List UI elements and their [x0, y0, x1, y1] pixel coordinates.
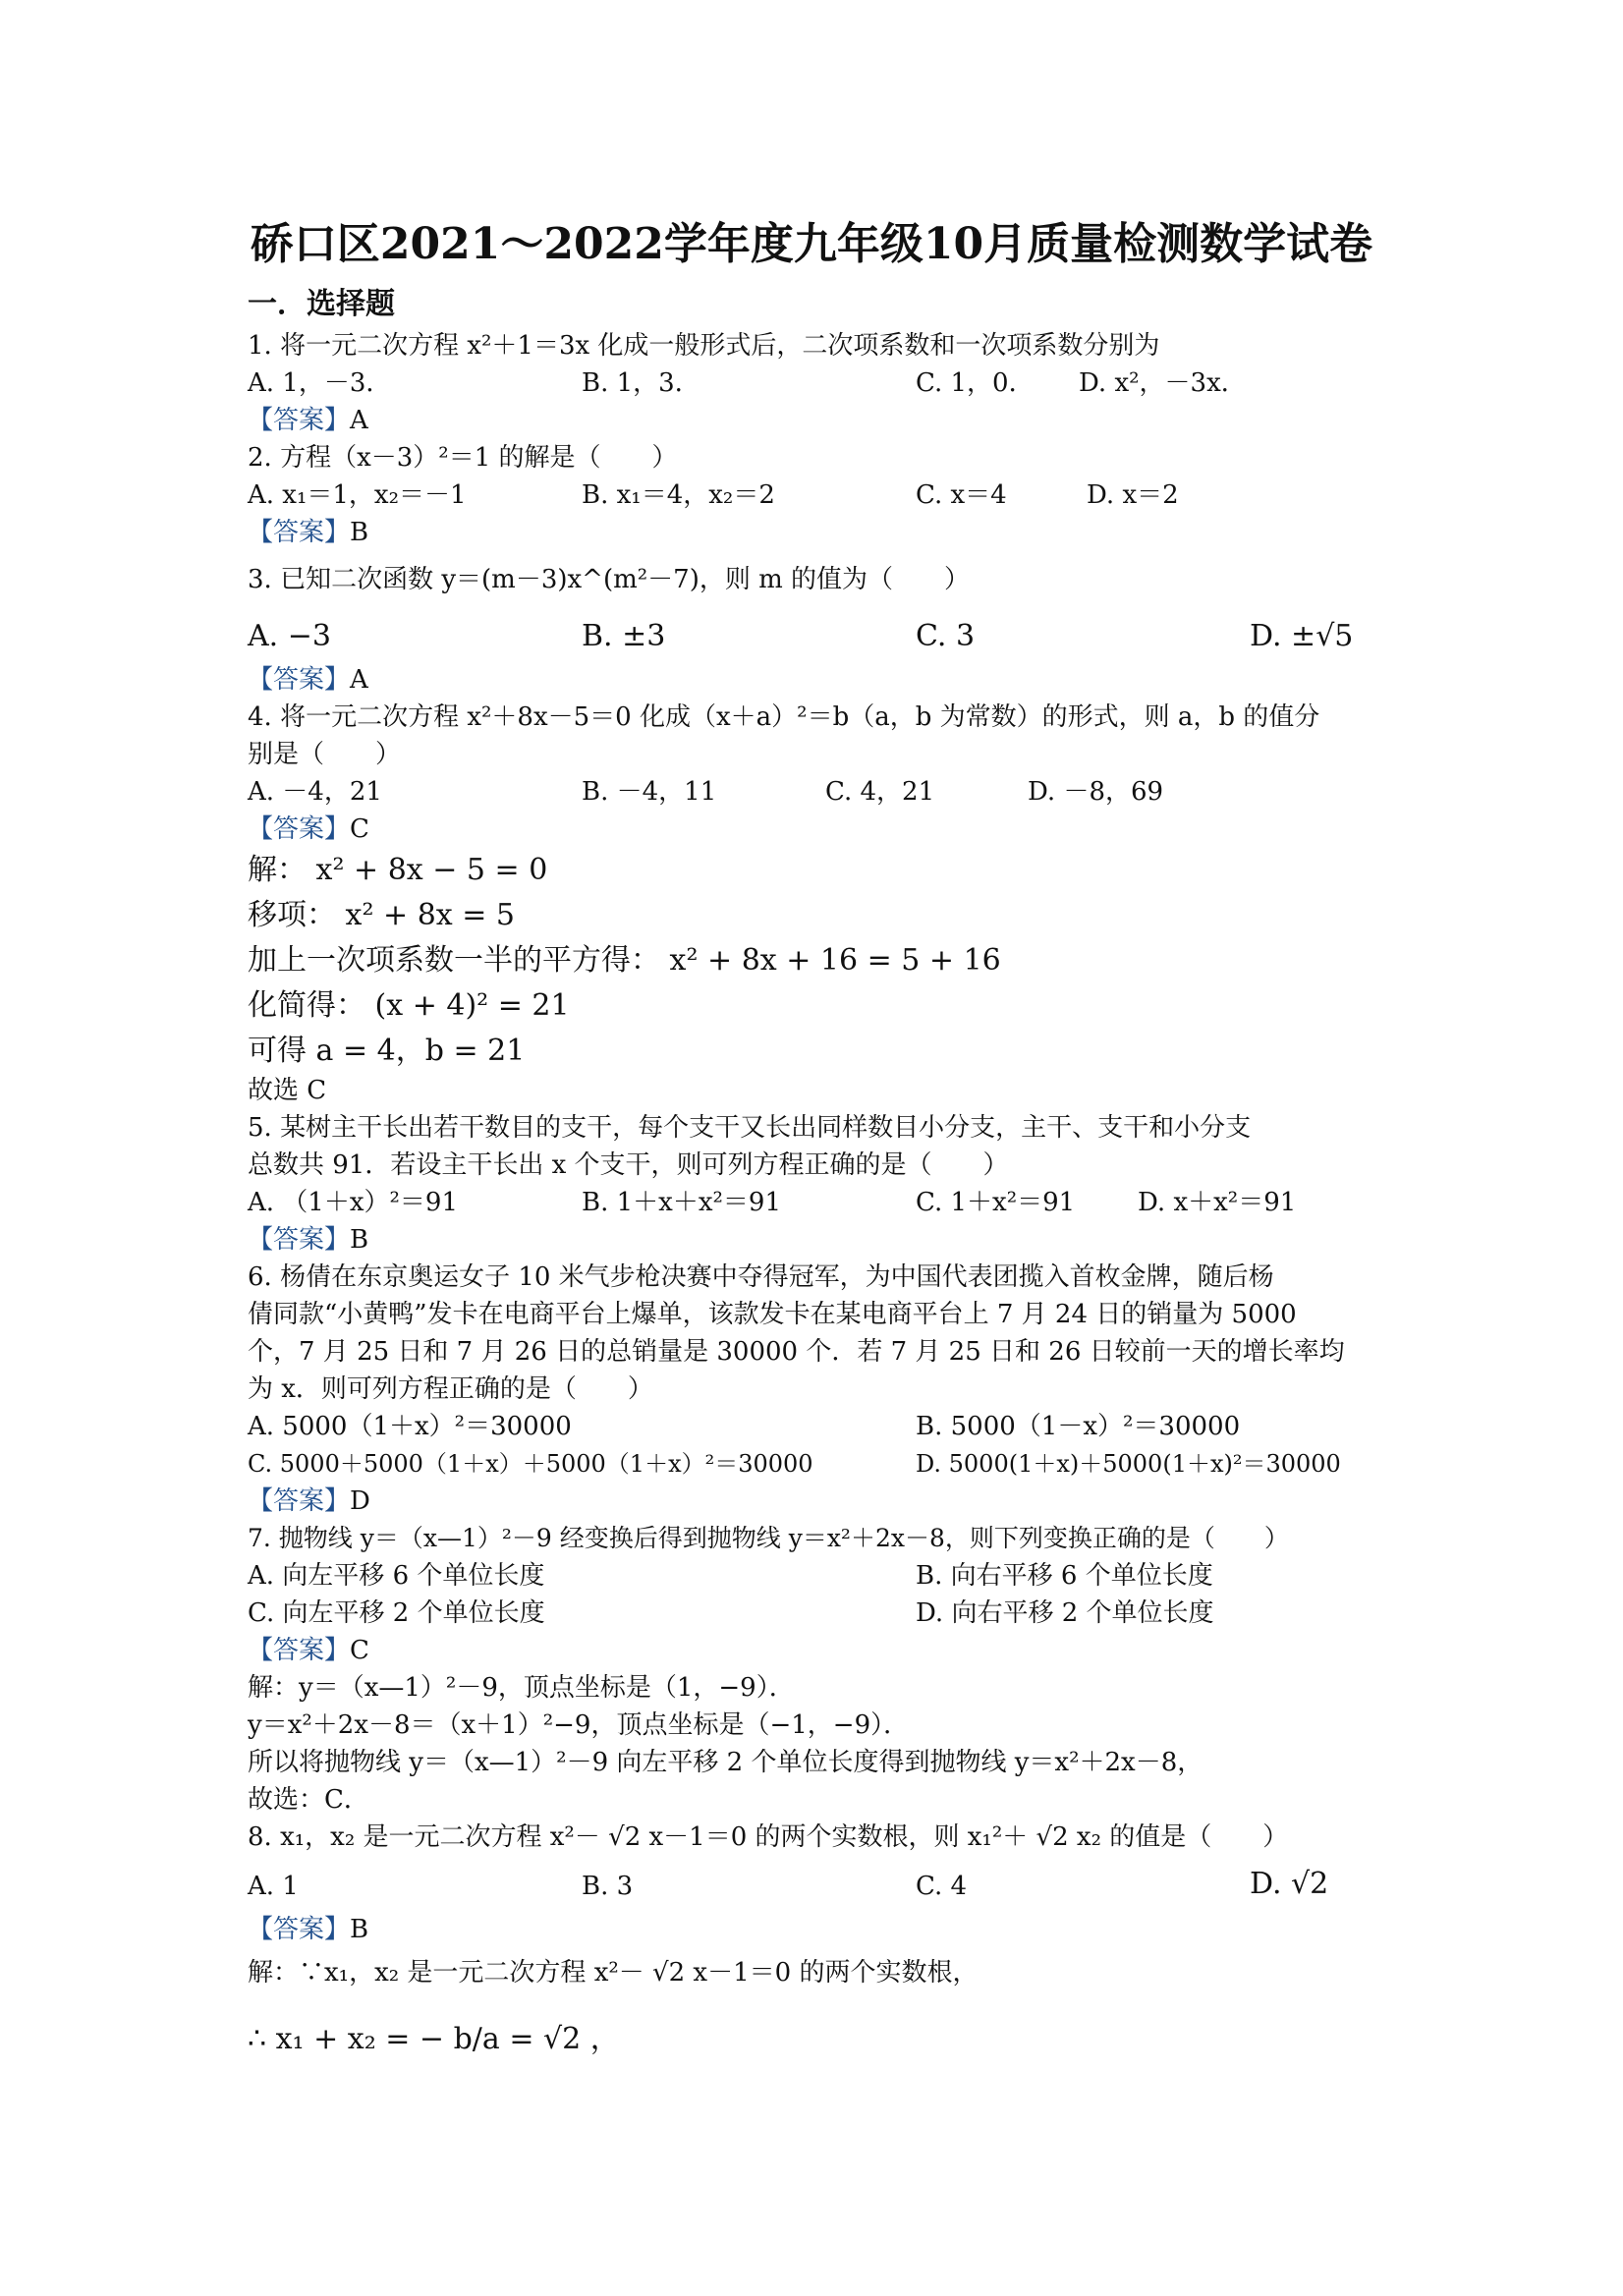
question-7-solution-2: y＝x²＋2x－8＝（x＋1）²−9，顶点坐标是（−1，−9）．	[248, 1710, 910, 1740]
question-1-option-d: D. x²，－3x．	[1079, 368, 1247, 398]
answer-label: 【答案】	[248, 406, 351, 435]
question-8-solution-2: ∴ x₁ + x₂ = − b/a = √2 ，	[248, 2022, 620, 2056]
question-6-stem-line-4: 为 x．则可列方程正确的是（ ）	[248, 1374, 653, 1404]
question-6-stem-line-2: 倩同款“小黄鸭”发卡在电商平台上爆单，该款发卡在某电商平台上 7 月 24 日的销量为 5000	[248, 1300, 1297, 1329]
question-8-answer	[248, 1912, 368, 1947]
question-7-solution-1: 解：y＝（x—1）²－9，顶点坐标是（1，−9）．	[248, 1673, 795, 1703]
question-7-option-d: D. 向右平移 2 个单位长度	[916, 1598, 1214, 1628]
question-4-option-d: D. －8，69	[1028, 777, 1164, 807]
question-1-option-a: A. 1，－3．	[248, 368, 392, 398]
question-6-option-b: B. 5000（1－x）²＝30000	[916, 1412, 1241, 1441]
question-8-option-a: A. 1	[248, 1872, 299, 1901]
answer-value: A	[350, 406, 368, 435]
question-4-solution-1: 解： x² + 8x − 5 = 0	[248, 853, 548, 887]
question-6-stem-line-3: 个，7 月 25 日和 7 月 26 日的总销量是 30000 个．若 7 月 25 日和 26 日较前一天的增长率均	[248, 1337, 1345, 1367]
question-2-option-a: A. x₁＝1，x₂＝－1	[248, 480, 467, 510]
question-8-solution-1: 解：∵x₁，x₂ 是一元二次方程 x²－ √2 x－1＝0 的两个实数根，	[248, 1958, 979, 1988]
question-1-answer	[248, 403, 368, 438]
question-4-stem-line-1: 4. 将一元二次方程 x²＋8x－5＝0 化成（x＋a）²＝b（a，b 为常数）的形式，则 a，b 的值分	[248, 702, 1320, 732]
question-8-option-b: B. 3	[582, 1872, 634, 1901]
answer-label: 【答案】	[248, 665, 351, 695]
answer-label: 【答案】	[248, 814, 351, 844]
answer-value: B	[350, 1915, 369, 1944]
answer-value: B	[350, 518, 369, 547]
question-4-solution-4: 化简得： (x + 4)² = 21	[248, 988, 570, 1023]
question-4-option-c: C. 4，21	[825, 777, 935, 807]
answer-value: B	[350, 1225, 369, 1255]
answer-label: 【答案】	[248, 1225, 351, 1255]
question-6-option-a: A. 5000（1＋x）²＝30000	[248, 1412, 572, 1441]
question-3-option-d: D. ±√5	[1250, 619, 1354, 653]
question-8-option-d: D. √2	[1250, 1867, 1329, 1901]
question-4-stem-line-2: 别是（ ）	[248, 740, 402, 769]
question-7-answer	[248, 1633, 369, 1668]
question-2-option-d: D. x＝2	[1087, 480, 1179, 510]
question-1-option-c: C. 1，0．	[916, 368, 1035, 398]
answer-value: C	[350, 1636, 369, 1665]
question-4-option-b: B. －4，11	[582, 777, 717, 807]
question-5-stem-line-2: 总数共 91．若设主干长出 x 个支干，则可列方程正确的是（ ）	[248, 1150, 1009, 1180]
question-2-option-c: C. x＝4	[916, 480, 1007, 510]
answer-label: 【答案】	[248, 1486, 351, 1516]
question-4-solution-6: 故选 C	[248, 1076, 327, 1105]
question-3-option-b: B. ±3	[582, 619, 666, 653]
question-6-answer	[248, 1484, 370, 1519]
question-5-answer	[248, 1222, 368, 1258]
question-3-answer	[248, 662, 368, 698]
question-3-option-c: C. 3	[916, 619, 976, 653]
answer-value: C	[350, 814, 369, 844]
answer-label: 【答案】	[248, 1636, 351, 1665]
question-4-answer	[248, 812, 369, 847]
question-5-option-b: B. 1＋x＋x²＝91	[582, 1188, 782, 1217]
question-8-stem: 8. x₁，x₂ 是一元二次方程 x²－ √2 x－1＝0 的两个实数根，则 x₁²＋ √2 x₂ 的值是（ ）	[248, 1822, 1289, 1852]
section-heading: 一．选择题	[248, 287, 395, 321]
answer-value: A	[350, 665, 368, 695]
question-7-solution-4: 故选：C．	[248, 1785, 369, 1815]
question-4-solution-2: 移项： x² + 8x = 5	[248, 898, 515, 932]
question-7-option-a: A. 向左平移 6 个单位长度	[248, 1561, 545, 1591]
question-4-solution-5: 可得 a = 4，b = 21	[248, 1034, 526, 1068]
question-4-option-a: A. －4，21	[248, 777, 382, 807]
question-5-stem-line-1: 5. 某树主干长出若干数目的支干，每个支干又长出同样数目小分支，主干、支干和小分支	[248, 1113, 1252, 1143]
question-6-option-c: C. 5000＋5000（1＋x）＋5000（1＋x）²＝30000	[248, 1450, 813, 1478]
question-3-option-a: A. −3	[248, 619, 331, 653]
question-3-stem: 3. 已知二次函数 y＝(m－3)x^(m²－7)，则 m 的值为（ ）	[248, 565, 971, 594]
question-7-solution-3: 所以将抛物线 y＝（x—1）²－9 向左平移 2 个单位长度得到抛物线 y＝x²＋2x－8，	[248, 1748, 1203, 1777]
question-1-stem: 1. 将一元二次方程 x²＋1＝3x 化成一般形式后，二次项系数和一次项系数分别为	[248, 331, 1160, 361]
question-5-option-a: A. （1＋x）²＝91	[248, 1188, 459, 1217]
page-title: 硚口区2021～2022学年度九年级10月质量检测数学试卷	[250, 219, 1373, 269]
question-1-option-b: B. 1，3．	[582, 368, 700, 398]
question-5-option-c: C. 1＋x²＝91	[916, 1188, 1076, 1217]
question-2-answer	[248, 515, 368, 550]
question-5-option-d: D. x＋x²＝91	[1138, 1188, 1297, 1217]
question-7-option-b: B. 向右平移 6 个单位长度	[916, 1561, 1213, 1591]
answer-label: 【答案】	[248, 1915, 351, 1944]
answer-label: 【答案】	[248, 518, 351, 547]
answer-value: D	[350, 1486, 370, 1516]
question-2-stem: 2. 方程（x－3）²＝1 的解是（ ）	[248, 443, 678, 473]
question-7-stem: 7. 抛物线 y＝（x—1）²－9 经变换后得到抛物线 y＝x²＋2x－8，则下列变换正确的是（ ）	[248, 1524, 1289, 1552]
question-6-stem-line-1: 6. 杨倩在东京奥运女子 10 米气步枪决赛中夺得冠军，为中国代表团揽入首枚金牌，随后杨	[248, 1262, 1274, 1292]
question-2-option-b: B. x₁＝4，x₂＝2	[582, 480, 775, 510]
question-7-option-c: C. 向左平移 2 个单位长度	[248, 1598, 545, 1628]
question-6-option-d: D. 5000(1＋x)＋5000(1＋x)²＝30000	[916, 1450, 1341, 1478]
question-8-option-c: C. 4	[916, 1872, 968, 1901]
question-4-solution-3: 加上一次项系数一半的平方得： x² + 8x + 16 = 5 + 16	[248, 943, 1001, 978]
